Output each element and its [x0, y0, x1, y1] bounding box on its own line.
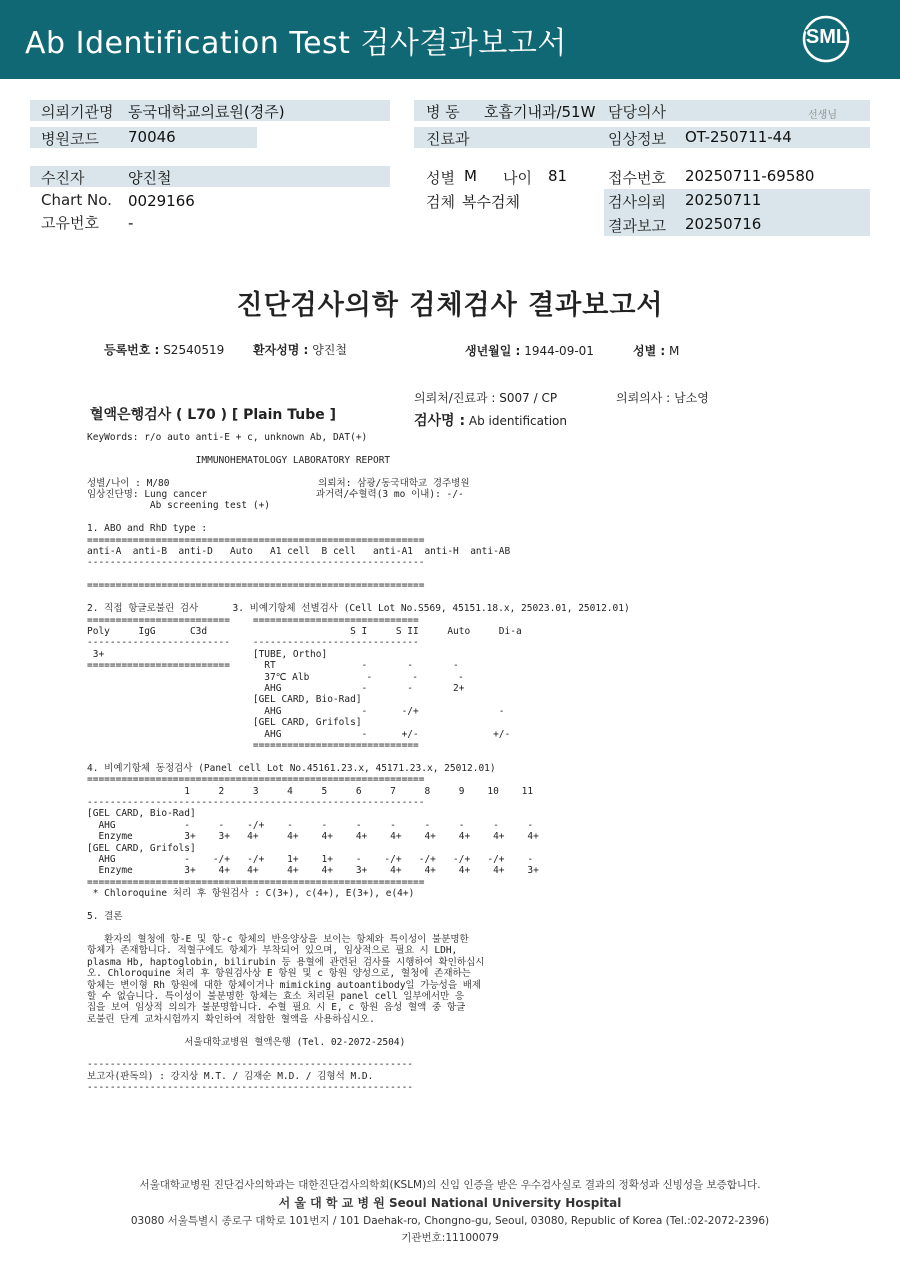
clinical-value: OT-250711-44 [685, 128, 792, 146]
registration-value: S2540519 [163, 343, 225, 357]
patient-name-label: 환자성명 : [253, 343, 309, 357]
patient-label: 수진자 [41, 169, 85, 187]
institution-label: 의뢰기관명 [41, 103, 114, 121]
age-label: 나이 [503, 169, 532, 187]
referral-label: 의뢰처/진료과 : [414, 391, 496, 405]
footer-org-number: 기관번호:11100079 [401, 1232, 499, 1244]
hospital-code-label: 병원코드 [41, 130, 99, 148]
requesting-doctor-label: 의뢰의사 : [616, 391, 671, 405]
doctor-label: 담당의사 [608, 103, 666, 121]
receipt-label: 접수번호 [608, 169, 666, 187]
age-value: 81 [548, 167, 568, 185]
exam-label: 검사명 : [414, 413, 466, 429]
patient-name-field [253, 341, 347, 358]
unique-label: 고유번호 [41, 214, 99, 232]
requesting-doctor-value: 남소영 [674, 391, 709, 405]
ward-value: 호흡기내과/51W [484, 103, 596, 121]
report-title: Ab Identification Test 검사결과보고서 [25, 26, 567, 61]
dob-value: 1944-09-01 [524, 344, 594, 358]
institution-value: 동국대학교의료원(경주) [128, 103, 285, 121]
patient-name-value: 양진철 [312, 343, 347, 357]
dept-label: 진료과 [426, 130, 470, 148]
chart-label: Chart No. [41, 191, 112, 209]
unique-value: - [128, 214, 134, 232]
footer-hospital: 서 울 대 학 교 병 원 Seoul National University Hospital [278, 1196, 622, 1210]
doctor-note: 선생님 [808, 110, 837, 121]
specimen-label: 검체 [426, 193, 455, 211]
request-label: 검사의뢰 [608, 193, 666, 211]
registration-field [104, 341, 224, 358]
doc-sex-value: M [669, 344, 680, 358]
requesting-doctor-field [616, 389, 709, 406]
lab-report-text: KeyWords: r/o auto anti-E + c, unknown Ab, DAT(+) IMMUNOHEMATOLOGY LABORATORY REPORT 성별/나이 : M/80 의뢰처: 삼광/동국대학교 경주병원 임상진단명: Lung cancer 과거력/수혈력(3 mo 이내): -/- Ab screening test (+) 1. ABO and RhD type : =========================================================== anti-A anti-B anti-D Auto A1 cell B cell anti-A1 anti-H anti-AB ----------------------------------------------------------- =========================================================== 2. 직접 항글로불린 검사 3. 비예기항체 선별검사 (Cell Lot No.S569, 45151.18.x, 25023.01, 25012.01) ========================= ============================= Poly IgG C3d S I S II Auto Di-a ------------------------- ----------------------------- 3+ [TUBE, Ortho] ========================= RT - - - 37℃ Alb - - - AHG - - 2+ [GEL CARD, Bio-Rad] AHG - -/+ - [GEL CARD, Grifols] AHG - +/- +/- ============================= 4. 비예기항체 동정검사 (Panel cell Lot No.45161.23.x, 45171.23.x, 25012.01) =========================================================== 1 2 3 4 5 6 7 8 9 10 11 ----------------------------------------------------------- [GEL CARD, Bio-Rad] AHG - - -/+ - - - - - - - - Enzyme 3+ 3+ 4+ 4+ 4+ 4+ 4+ 4+ 4+ 4+ 4+ [GEL CARD, Grifols] AHG - -/+ -/+ 1+ 1+ - -/+ -/+ -/+ -/+ - Enzyme 3+ 4+ 4+ 4+ 4+ 3+ 4+ 4+ 4+ 4+ 3+ =========================================================== * Chloroquine 처리 후 항원검사 : C(3+), c(4+), E(3+), e(4+) 5. 결론 환자의 혈청에 항-E 및 항-c 항체의 반응양상을 보이는 항체와 특이성이 불분명한 항체가 존재합니다. 적혈구에도 항체가 부착되어 있으며, 임상적으로 필요 시 LDH, plasma Hb, haptoglobin, bilirubin 등 용혈에 관련된 검사를 시행하여 확인하십시 오. Chloroquine 처리 후 항원검사상 E 항원 및 c 항원 양성으로, 혈청에 존재하는 항체는 변이형 Rh 항원에 대한 항체이거나 mimicking autoantibody일 가능성을 배제 할 수 없습니다. 특이성이 불분명한 항체는 효소 처리된 panel cell 일부에서만 응 집을 보여 임상적 의의가 불분명합니다. 수혈 필요 시 E, c 항원 음성 혈액 중 항글 로불린 단계 교차시험까지 확인하여 적합한 혈액을 사용하십시오. 서울대학교병원 혈액은행 (Tel. 02-2072-2504) --------------------------------------------------------- 보고자(판독의) : 강지상 M.T. / 김재순 M.D. / 김형석 M.D. --------------------------------------------------------- [87, 432, 630, 1094]
section-title: 혈액은행검사 ( L70 ) [ Plain Tube ] [90, 407, 337, 423]
logo-text: SML [805, 26, 849, 48]
clinical-label: 임상정보 [608, 130, 666, 148]
sex-value: M [464, 167, 477, 185]
hospital-code-value: 70046 [128, 128, 176, 146]
referral-value: S007 / CP [499, 391, 558, 405]
specimen-value: 복수검체 [462, 193, 520, 211]
footer-address: 03080 서울특별시 종로구 대학로 101번지 / 101 Daehak-ro, Chongno-gu, Seoul, 03080, Republic of Korea (Tel.:02-2072-2396) [130, 1215, 770, 1227]
sex-label: 성별 [426, 169, 455, 187]
result-label: 결과보고 [608, 217, 666, 235]
dob-field [465, 342, 594, 359]
doc-sex-label: 성별 : [633, 344, 666, 358]
document-title: 진단검사의학 검체검사 결과보고서 [236, 290, 664, 321]
chart-value: 0029166 [128, 192, 195, 210]
doc-sex-field [633, 342, 679, 359]
result-value: 20250716 [685, 215, 762, 233]
referral-field [414, 389, 557, 406]
ward-label: 병 동 [426, 103, 460, 121]
exam-name-field [414, 410, 567, 430]
exam-value: Ab identification [468, 414, 567, 428]
receipt-value: 20250711-69580 [685, 167, 815, 185]
header-banner [0, 0, 900, 79]
request-value: 20250711 [685, 191, 762, 209]
footer-certification: 서울대학교병원 진단검사의학과는 대한진단검사의학회(KSLM)의 신임 인증을 받은 우수검사실로 결과의 정확성과 신빙성을 보증합니다. [139, 1179, 761, 1191]
patient-value: 양진철 [128, 169, 172, 187]
registration-label: 등록번호 : [104, 343, 160, 357]
dob-label: 생년월일 : [465, 344, 521, 358]
